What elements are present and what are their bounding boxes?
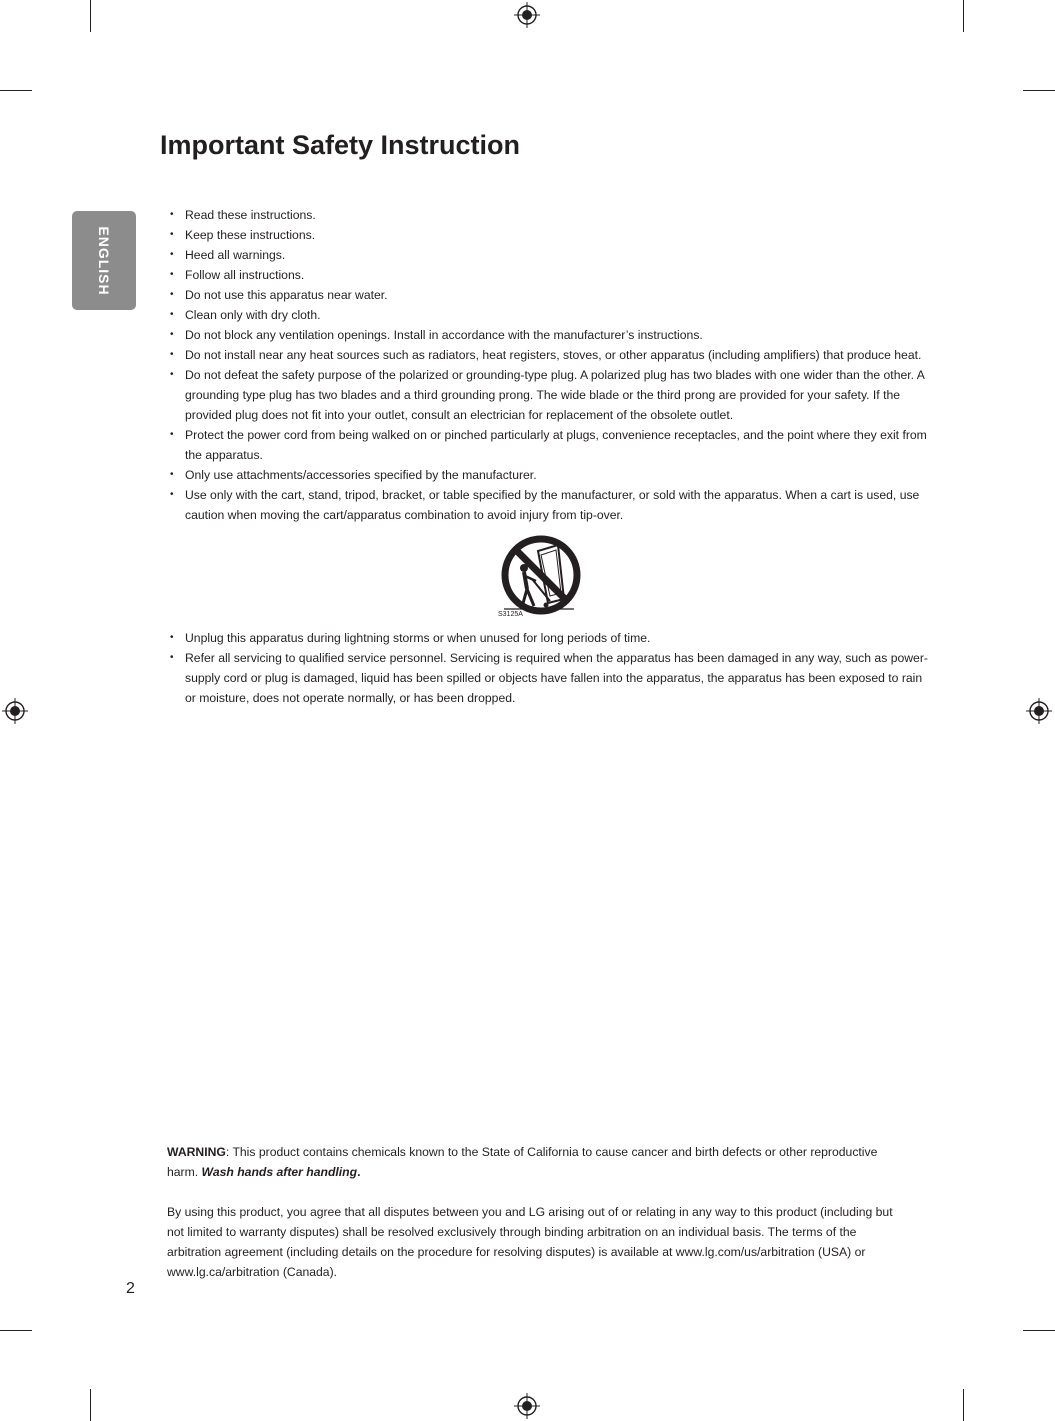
registration-mark-icon (514, 1393, 540, 1419)
crop-mark (90, 0, 91, 32)
cart-tip-over-warning-icon (494, 535, 584, 619)
registration-mark-icon (2, 698, 28, 724)
page-number: 2 (126, 1280, 135, 1297)
crop-mark (963, 0, 964, 32)
warning-text: : This product contains chemicals known to the State of California to cause cancer and birth defects or other reproductive harm. (167, 1145, 878, 1179)
crop-mark (0, 90, 32, 91)
cart-symbol-code: S3125A (498, 611, 523, 618)
arbitration-paragraph: By using this product, you agree that all disputes between you and LG arising out of or relating in any way to this product (including but not limited to warranty disputes) shall be resolved exclusively through binding arbitration on an individual basis. The terms of the arbitration agreement (including details on the procedure for resolving disputes) is available at www.lg.com/us/arbitration (USA) or www.lg.ca/arbitration (Canada). (167, 1205, 893, 1279)
list-item: • Clean only with dry cloth. (170, 305, 930, 325)
instructions-list-bottom (170, 628, 930, 708)
crop-mark (90, 1389, 91, 1421)
list-item: • Heed all warnings. (170, 245, 930, 265)
crop-mark (963, 1389, 964, 1421)
crop-mark (1023, 1330, 1055, 1331)
crop-mark (1023, 90, 1055, 91)
warning-end: . (357, 1165, 361, 1179)
list-item: • Keep these instructions. (170, 225, 930, 245)
page-title: Important Safety Instruction (160, 130, 521, 160)
list-item: • Do not defeat the safety purpose of the polarized or grounding-type plug. A polarized plug has two blades with one wider than the other. A grounding type plug has two blades and a third grounding prong. The wide blade or the third prong are provided for your safety. If the provided plug does not fit into your outlet, consult an electrician for replacement of the obsolete outlet. (170, 365, 930, 425)
list-item: • Protect the power cord from being walked on or pinched particularly at plugs, convenience receptacles, and the point where they exit from the apparatus. (170, 425, 930, 465)
crop-mark (0, 1330, 32, 1331)
list-item: • Read these instructions. (170, 205, 930, 225)
list-item: • Do not install near any heat sources such as radiators, heat registers, stoves, or other apparatus (including amplifiers) that produce heat. (170, 345, 930, 365)
language-tab (72, 211, 136, 310)
list-item: • Follow all instructions. (170, 265, 930, 285)
warning-emphasis: Wash hands after handling (201, 1165, 358, 1179)
list-item: • Do not block any ventilation openings. Install in accordance with the manufacturer’s instructions. (170, 325, 930, 345)
registration-mark-icon (514, 2, 540, 28)
language-tab-label: ENGLISH (96, 225, 112, 296)
registration-mark-icon (1026, 698, 1052, 724)
warning-paragraph (167, 1142, 907, 1182)
instructions-list-top (170, 205, 930, 525)
footer-notice (167, 1142, 907, 1302)
list-item: • Unplug this apparatus during lightning storms or when unused for long periods of time. (170, 628, 930, 648)
list-item: • Do not use this apparatus near water. (170, 285, 930, 305)
list-item: • Refer all servicing to qualified service personnel. Servicing is required when the apparatus has been damaged in any way, such as power-supply cord or plug is damaged, liquid has been spilled or objects have fallen into the apparatus, the apparatus has been exposed to rain or moisture, does not operate normally, or has been dropped. (170, 648, 930, 708)
list-item: • Use only with the cart, stand, tripod, bracket, or table specified by the manufacturer, or sold with the apparatus. When a cart is used, use caution when moving the cart/apparatus combination to avoid injury from tip-over. (170, 485, 930, 525)
warning-label: WARNING (167, 1145, 226, 1159)
list-item: • Only use attachments/accessories specified by the manufacturer. (170, 465, 930, 485)
